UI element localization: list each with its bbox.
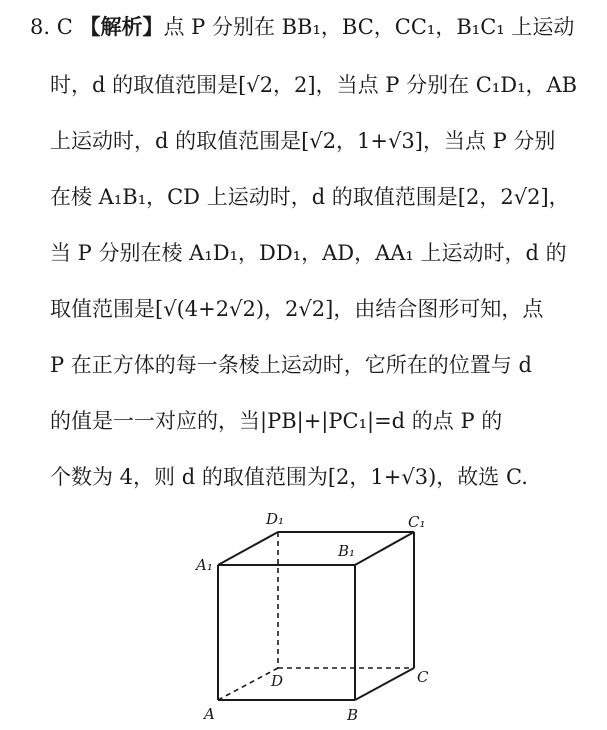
solution-line-2: 时，d 的取值范围是[√2，2]，当点 P 分别在 C₁D₁，AB — [50, 73, 578, 97]
label-c: C — [417, 668, 429, 686]
solution-line-5: 当 P 分别在棱 A₁D₁，DD₁，AD，AA₁ 上运动时，d 的 — [50, 241, 567, 265]
label-a1: A₁ — [196, 556, 213, 574]
label-d1: D₁ — [266, 510, 285, 528]
solution-line-4: 在棱 A₁B₁，CD 上运动时，d 的取值范围是[2，2√2]， — [50, 185, 570, 209]
solution-line-9: 个数为 4，则 d 的取值范围为[2，1+√3)，故选 C. — [50, 465, 528, 489]
solution-line-3: 上运动时，d 的取值范围是[√2，1+√3]，当点 P 分别 — [50, 129, 556, 153]
edge-a-d — [218, 668, 278, 700]
label-d: D — [271, 672, 284, 690]
solution-line-7: P 在正方体的每一条棱上运动时，它所在的位置与 d — [50, 353, 532, 377]
edge-b-c — [355, 668, 414, 700]
edge-a1-d1 — [218, 532, 278, 565]
answer-number: 8. C — [30, 15, 73, 39]
solution-text-1: 点 P 分别在 BB₁，BC，CC₁，B₁C₁ 上运动 — [163, 15, 575, 39]
analysis-tag: 【解析】 — [79, 14, 164, 39]
label-a: A — [204, 705, 215, 723]
solution-line-6: 取值范围是[√(4+2√2)，2√2]，由结合图形可知，点 — [50, 297, 544, 321]
label-b: B — [347, 706, 359, 724]
label-b1: B₁ — [338, 542, 356, 560]
solution-line-8: 的值是一一对应的，当|PB|+|PC₁|=d 的点 P 的 — [50, 409, 503, 433]
label-c1: C₁ — [408, 513, 426, 531]
edge-b1-c1 — [355, 532, 414, 565]
